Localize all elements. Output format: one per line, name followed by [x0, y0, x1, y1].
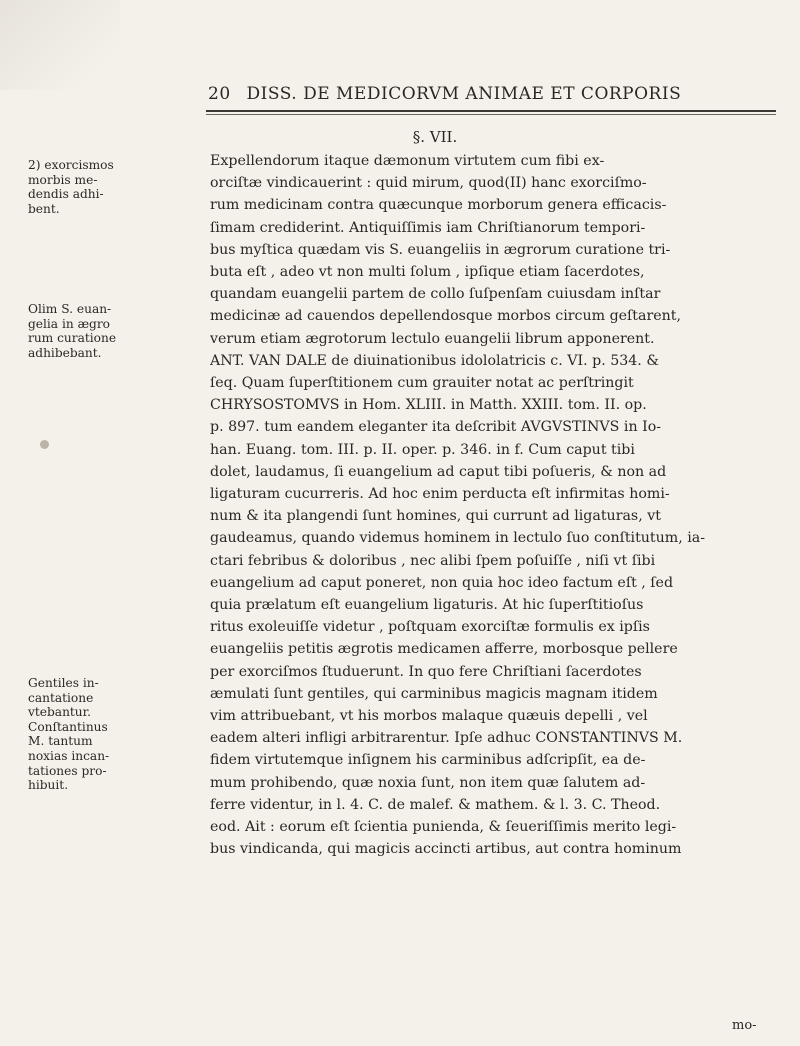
body-line: medicinæ ad cauendos depellendosque morbos circum geſtarent,	[210, 308, 681, 325]
marginal-note-line: dendis adhi-	[28, 187, 104, 202]
body-line: han. Euang. tom. III. p. II. oper. p. 346. in f. Cum caput tibi	[210, 441, 635, 458]
marginal-note-line: Gentiles in-	[28, 676, 99, 690]
catchword: mo-	[732, 1018, 757, 1033]
body-line: quandam euangelii partem de collo ſuſpenſam cuiusdam inſtar	[210, 286, 661, 303]
paper-blemish	[40, 440, 49, 449]
marginal-note-line: noxias incan-	[28, 748, 110, 763]
marginal-note-exorcismos	[28, 158, 208, 216]
body-text	[210, 150, 780, 861]
running-header	[208, 84, 768, 104]
body-line: vim attribuebant, vt his morbos malaque quæuis depelli , vel	[210, 708, 648, 725]
body-line: mum prohibendo, quæ noxia ſunt, non item quæ ſalutem ad-	[210, 774, 646, 791]
marginal-note-line: hibuit.	[28, 778, 69, 793]
marginal-note-line: 2) exorcismos	[28, 158, 114, 172]
body-line: ſeq. Quam ſuperſtitionem cum grauiter notat ac perſtringit	[210, 375, 634, 392]
body-line: ANT. VAN DALE de diuinationibus idololatricis c. VI. p. 534. &	[210, 352, 659, 369]
body-line: quia prælatum eſt euangelium ligaturis. At hic ſuperſtitioſus	[210, 597, 644, 614]
body-line: ctari febribus & doloribus , nec alibi ſpem poſuiſſe , niſi vt ſibi	[210, 552, 656, 569]
body-line: CHRYSOSTOMVS in Hom. XLIII. in Matth. XXIII. tom. II. op.	[210, 397, 647, 414]
body-line: ritus exoleuiſſe videtur , poſtquam exorciſtæ formulis ex ipſis	[210, 619, 650, 636]
section-heading: §. VII.	[412, 128, 458, 146]
marginal-note-euangelia	[28, 302, 208, 360]
marginal-note-line: Olim S. euan-	[28, 302, 112, 316]
header-rule	[206, 110, 776, 112]
body-line: bus vindicanda, qui magicis accincti artibus, aut contra hominum	[210, 841, 682, 858]
body-line: bus myſtica quædam vis S. euangeliis in ægrorum curatione tri-	[210, 241, 671, 258]
body-line: ferre videntur, in l. 4. C. de malef. & mathem. & l. 3. C. Theod.	[210, 796, 661, 813]
body-line: dolet, laudamus, ſi euangelium ad caput tibi poſueris, & non ad	[210, 463, 667, 480]
marginal-note-line: rum curatione	[28, 331, 117, 346]
marginal-note-line: morbis me-	[28, 172, 98, 187]
body-line: eod. Ait : eorum eſt ſcientia punienda, & ſeueriſſimis merito legi-	[210, 819, 677, 836]
body-line: ligaturam cucurreris. Ad hoc enim perducta eſt infirmitas homi-	[210, 486, 670, 503]
marginal-note-gentiles	[28, 676, 208, 793]
marginal-note-line: adhibebant.	[28, 345, 102, 360]
body-line: per exorciſmos ſtuduerunt. In quo fere Chriſtiani ſacerdotes	[210, 663, 642, 680]
page-edge-shadow	[0, 0, 120, 90]
body-line: orciſtæ vindicauerint : quid mirum, quod(II) hanc exorciſmo-	[210, 175, 647, 192]
body-line: fidem virtutemque inſignem his carminibus adſcripſit, ea de-	[210, 752, 646, 769]
body-line: æmulati ſunt gentiles, qui carminibus magicis magnam itidem	[210, 685, 658, 702]
body-line: eadem alteri infligi arbitrarentur. Ipſe adhuc CONSTANTINVS M.	[210, 730, 683, 747]
page-number: 20	[208, 84, 231, 104]
body-line: euangelium ad caput poneret, non quia hoc ideo factum eſt , ſed	[210, 574, 674, 591]
body-line: ſimam crediderint. Antiquiſſimis iam Chriſtianorum tempori-	[210, 219, 646, 236]
body-line: verum etiam ægrotorum lectulo euangelii librum apponerent.	[210, 330, 655, 347]
marginal-note-line: M. tantum	[28, 734, 93, 749]
body-line: rum medicinam contra quæcunque morborum genera efficacis-	[210, 197, 667, 214]
header-rule-thin	[206, 114, 776, 115]
marginal-note-line: vtebantur.	[28, 705, 92, 720]
body-line: num & ita plangendi ſunt homines, qui currunt ad ligaturas, vt	[210, 508, 661, 525]
marginal-note-line: tationes pro-	[28, 763, 107, 778]
body-line: Expellendorum itaque dæmonum virtutem cum fibi ex-	[210, 153, 605, 169]
running-title: DISS. DE MEDICORVM ANIMAE ET CORPORIS	[246, 84, 682, 104]
body-line: euangeliis petitis ægrotis medicamen afferre, morbosque pellere	[210, 641, 678, 658]
marginal-note-line: cantatione	[28, 690, 94, 705]
marginal-note-line: Conſtantinus	[28, 719, 108, 734]
marginal-note-line: gelia in ægro	[28, 316, 110, 331]
body-line: p. 897. tum eandem eleganter ita deſcribit AVGVSTINVS in Io-	[210, 419, 662, 436]
body-line: buta eſt , adeo vt non multi ſolum , ipſique etiam ſacerdotes,	[210, 264, 645, 281]
body-line: gaudeamus, quando videmus hominem in lectulo ſuo conſtitutum, ia-	[210, 530, 706, 547]
marginal-note-line: bent.	[28, 201, 60, 216]
